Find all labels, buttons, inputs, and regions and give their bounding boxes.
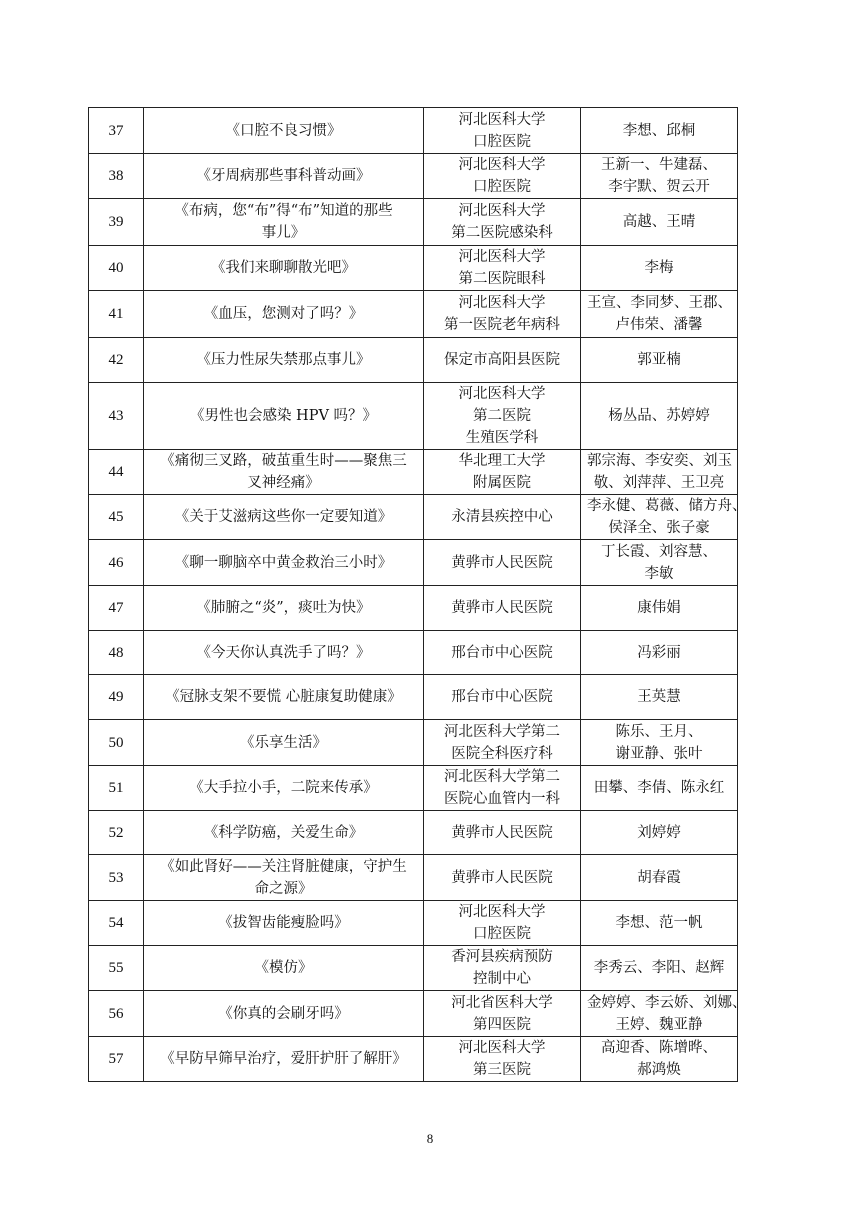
authors — [581, 246, 738, 291]
work-title-line: 《男性也会感染 HPV 吗？》 — [189, 408, 378, 424]
table-row — [89, 766, 738, 811]
work-title-line: 《模仿》 — [254, 960, 313, 976]
table-row — [89, 450, 738, 495]
organization-line: 第二医院眼科 — [458, 271, 546, 287]
authors-line: 杨丛品、苏婷婷 — [608, 408, 710, 424]
row-number: 50 — [89, 720, 144, 766]
organization-line: 河北医科大学第二 — [444, 769, 560, 785]
organization-line: 医院心血管内一科 — [444, 791, 560, 807]
authors — [581, 450, 738, 495]
work-title-line: 命之源》 — [254, 880, 313, 897]
work-title — [144, 991, 424, 1037]
organization-line: 河北医科大学 — [458, 249, 546, 265]
authors — [581, 154, 738, 199]
award-list-table — [88, 107, 747, 1082]
organization — [424, 495, 581, 540]
authors-line: 胡春霞 — [637, 869, 681, 886]
organization — [424, 154, 581, 199]
organization — [424, 855, 581, 901]
work-title — [144, 631, 424, 675]
organization-line: 黄骅市人民医院 — [451, 600, 553, 616]
authors-line: 李宇默、贺云开 — [608, 179, 710, 195]
table-row — [89, 495, 738, 540]
work-title — [144, 108, 424, 154]
table-row — [89, 199, 738, 246]
organization-line: 口腔医院 — [473, 179, 531, 195]
row-number: 55 — [89, 946, 144, 991]
work-title — [144, 291, 424, 338]
table-row — [89, 901, 738, 946]
authors-line: 卢伟荣、潘馨 — [615, 317, 703, 333]
organization — [424, 766, 581, 811]
organization-line: 附属医院 — [473, 475, 531, 491]
row-number: 38 — [89, 154, 144, 199]
row-number: 51 — [89, 766, 144, 811]
organization — [424, 811, 581, 855]
work-title-line: 叉神经痛》 — [247, 475, 320, 491]
authors — [581, 991, 747, 1037]
organization-line: 邢台市中心医院 — [451, 644, 553, 661]
organization-line: 口腔医院 — [473, 926, 531, 942]
table-row — [89, 631, 738, 675]
work-title-line: 《聊一聊脑卒中黄金救治三小时》 — [174, 554, 393, 571]
table-row — [89, 338, 738, 383]
work-title-line: 《如此肾好——关注肾脏健康，守护生 — [160, 858, 407, 875]
authors-line: 王英慧 — [637, 689, 681, 705]
organization-line: 河北医科大学 — [458, 386, 546, 402]
authors-line: 高越、王晴 — [622, 214, 696, 230]
work-title — [144, 946, 424, 991]
work-title-line: 《大手拉小手，二院来传承》 — [189, 780, 378, 796]
organization — [424, 338, 581, 383]
authors-line: 李想、范一帆 — [615, 915, 703, 931]
row-number: 45 — [89, 495, 144, 540]
authors-line: 刘婷婷 — [637, 824, 681, 841]
organization-line: 黄骅市人民医院 — [451, 869, 553, 886]
organization-line: 香河县疾病预防 — [451, 949, 553, 965]
work-title — [144, 450, 424, 495]
organization — [424, 108, 581, 154]
organization — [424, 631, 581, 675]
authors-line: 郭宗海、李安奕、刘玉 — [587, 453, 732, 469]
organization-line: 河北医科大学 — [458, 1040, 546, 1056]
table-row — [89, 586, 738, 631]
organization-line: 第四医院 — [473, 1016, 531, 1033]
authors-line: 敬、刘萍萍、王卫亮 — [593, 475, 725, 491]
work-title-line: 《冠脉支架不要慌 心脏康复助健康》 — [165, 689, 402, 705]
organization-line: 河北医科大学 — [458, 111, 546, 128]
authors — [581, 586, 738, 631]
table-row — [89, 383, 738, 450]
organization — [424, 199, 581, 246]
authors — [581, 901, 738, 946]
row-number: 54 — [89, 901, 144, 946]
table-row — [89, 540, 738, 586]
work-title-line: 《肺腑之“炎”，痰吐为快》 — [196, 600, 371, 616]
authors — [581, 766, 738, 811]
authors — [581, 199, 738, 246]
table-row — [89, 855, 738, 901]
organization — [424, 291, 581, 338]
authors-line: 郝鸿焕 — [637, 1062, 681, 1078]
authors — [581, 291, 738, 338]
organization-line: 医院全科医疗科 — [451, 745, 553, 762]
work-title-line: 《牙周病那些事科普动画》 — [196, 168, 371, 184]
work-title-line: 《口腔不良习惯》 — [225, 122, 342, 139]
row-number: 39 — [89, 199, 144, 246]
authors-line: 冯彩丽 — [637, 644, 681, 661]
authors-line: 陈乐、王月、 — [615, 723, 703, 740]
table-row — [89, 291, 738, 338]
work-title — [144, 586, 424, 631]
table-row — [89, 720, 738, 766]
authors-line: 李秀云、李阳、赵辉 — [593, 960, 725, 976]
work-title — [144, 338, 424, 383]
authors-line: 李永健、葛薇、储方舟、 — [587, 498, 747, 514]
authors-line: 康伟娟 — [637, 600, 681, 616]
work-title-line: 《压力性尿失禁那点事儿》 — [196, 352, 371, 368]
row-number: 44 — [89, 450, 144, 495]
table-row — [89, 1037, 738, 1082]
work-title-line: 《布病，您“布”得“布”知道的那些 — [174, 203, 393, 219]
authors — [581, 108, 738, 154]
work-title — [144, 811, 424, 855]
authors-line: 李想、邱桐 — [622, 122, 696, 139]
work-title-line: 《血压，您测对了吗？》 — [203, 306, 364, 322]
row-number: 40 — [89, 246, 144, 291]
row-number: 48 — [89, 631, 144, 675]
authors — [581, 495, 747, 540]
organization-line: 控制中心 — [473, 971, 531, 987]
row-number: 53 — [89, 855, 144, 901]
authors — [581, 675, 738, 720]
work-title — [144, 199, 424, 246]
work-title — [144, 720, 424, 766]
authors-line: 金婷婷、李云娇、刘娜、 — [587, 994, 747, 1011]
work-title — [144, 495, 424, 540]
authors-line: 王新一、牛建磊、 — [601, 157, 717, 173]
authors-line: 王宣、李同梦、王郡、 — [587, 295, 732, 311]
work-title-line: 《科学防癌，关爱生命》 — [203, 824, 364, 841]
work-title-line: 《拔智齿能瘦脸吗》 — [218, 915, 349, 931]
organization — [424, 991, 581, 1037]
authors — [581, 811, 738, 855]
authors — [581, 383, 738, 450]
organization — [424, 586, 581, 631]
authors-line: 侯泽全、张子豪 — [608, 520, 710, 536]
authors — [581, 946, 738, 991]
authors — [581, 1037, 738, 1082]
authors-line: 谢亚静、张叶 — [615, 745, 703, 762]
organization-line: 河北医科大学 — [458, 295, 546, 311]
work-title — [144, 246, 424, 291]
work-title — [144, 675, 424, 720]
row-number: 43 — [89, 383, 144, 450]
organization-line: 河北医科大学 — [458, 904, 546, 920]
authors-line: 田攀、李倩、陈永红 — [593, 780, 725, 796]
row-number: 41 — [89, 291, 144, 338]
work-title — [144, 766, 424, 811]
authors-line: 郭亚楠 — [637, 352, 681, 368]
work-title-line: 《痛彻三叉路，破茧重生时——聚焦三 — [160, 453, 407, 469]
organization — [424, 720, 581, 766]
work-title-line: 《早防早筛早治疗，爱肝护肝了解肝》 — [160, 1051, 407, 1067]
organization-line: 第二医院 — [473, 408, 531, 424]
organization-line: 河北医科大学 — [458, 203, 546, 219]
work-title — [144, 154, 424, 199]
organization-line: 第一医院老年病科 — [444, 317, 560, 333]
organization-line: 河北医科大学 — [458, 157, 546, 173]
table-row — [89, 246, 738, 291]
row-number: 37 — [89, 108, 144, 154]
work-title — [144, 901, 424, 946]
authors-line: 王婷、魏亚静 — [615, 1016, 703, 1033]
organization — [424, 383, 581, 450]
authors — [581, 338, 738, 383]
work-title-line: 《你真的会刷牙吗》 — [218, 1005, 349, 1022]
work-title — [144, 540, 424, 586]
organization — [424, 1037, 581, 1082]
table-row — [89, 108, 738, 154]
row-number: 46 — [89, 540, 144, 586]
table-row — [89, 991, 738, 1037]
organization — [424, 675, 581, 720]
organization — [424, 946, 581, 991]
organization-line: 口腔医院 — [473, 133, 531, 150]
organization-line: 永清县疾控中心 — [451, 509, 553, 525]
work-title — [144, 1037, 424, 1082]
organization-line: 保定市高阳县医院 — [444, 352, 560, 368]
organization — [424, 450, 581, 495]
work-title — [144, 383, 424, 450]
authors — [581, 540, 738, 586]
page-number: 8 — [426, 1131, 434, 1146]
organization-line: 邢台市中心医院 — [451, 689, 553, 705]
organization — [424, 246, 581, 291]
work-title-line: 《今天你认真洗手了吗？》 — [196, 644, 371, 661]
authors-line: 丁长霞、刘容慧、 — [601, 543, 717, 560]
work-title-line: 《关于艾滋病这些你一定要知道》 — [174, 509, 393, 525]
work-title-line: 《我们来聊聊散光吧》 — [211, 260, 356, 276]
row-number: 42 — [89, 338, 144, 383]
work-title — [144, 855, 424, 901]
authors-line: 李梅 — [644, 260, 674, 276]
row-number: 47 — [89, 586, 144, 631]
authors-line: 高迎香、陈增晔、 — [601, 1040, 717, 1056]
work-title-line: 《乐享生活》 — [240, 734, 327, 751]
authors-line: 李敏 — [644, 565, 674, 582]
organization-line: 华北理工大学 — [458, 453, 546, 469]
organization-line: 河北医科大学第二 — [444, 723, 560, 740]
organization-line: 第三医院 — [473, 1062, 531, 1078]
authors — [581, 855, 738, 901]
organization-line: 河北省医科大学 — [451, 994, 553, 1011]
organization — [424, 540, 581, 586]
authors — [581, 631, 738, 675]
row-number: 57 — [89, 1037, 144, 1082]
table-row — [89, 154, 738, 199]
organization — [424, 901, 581, 946]
organization-line: 第二医院感染科 — [451, 225, 553, 241]
organization-line: 生殖医学科 — [465, 430, 539, 446]
row-number: 52 — [89, 811, 144, 855]
table-row — [89, 946, 738, 991]
row-number: 49 — [89, 675, 144, 720]
organization-line: 黄骅市人民医院 — [451, 554, 553, 571]
table-row — [89, 811, 738, 855]
work-title-line: 事儿》 — [261, 225, 306, 241]
organization-line: 黄骅市人民医院 — [451, 824, 553, 841]
row-number: 56 — [89, 991, 144, 1037]
authors — [581, 720, 738, 766]
table-row — [89, 675, 738, 720]
